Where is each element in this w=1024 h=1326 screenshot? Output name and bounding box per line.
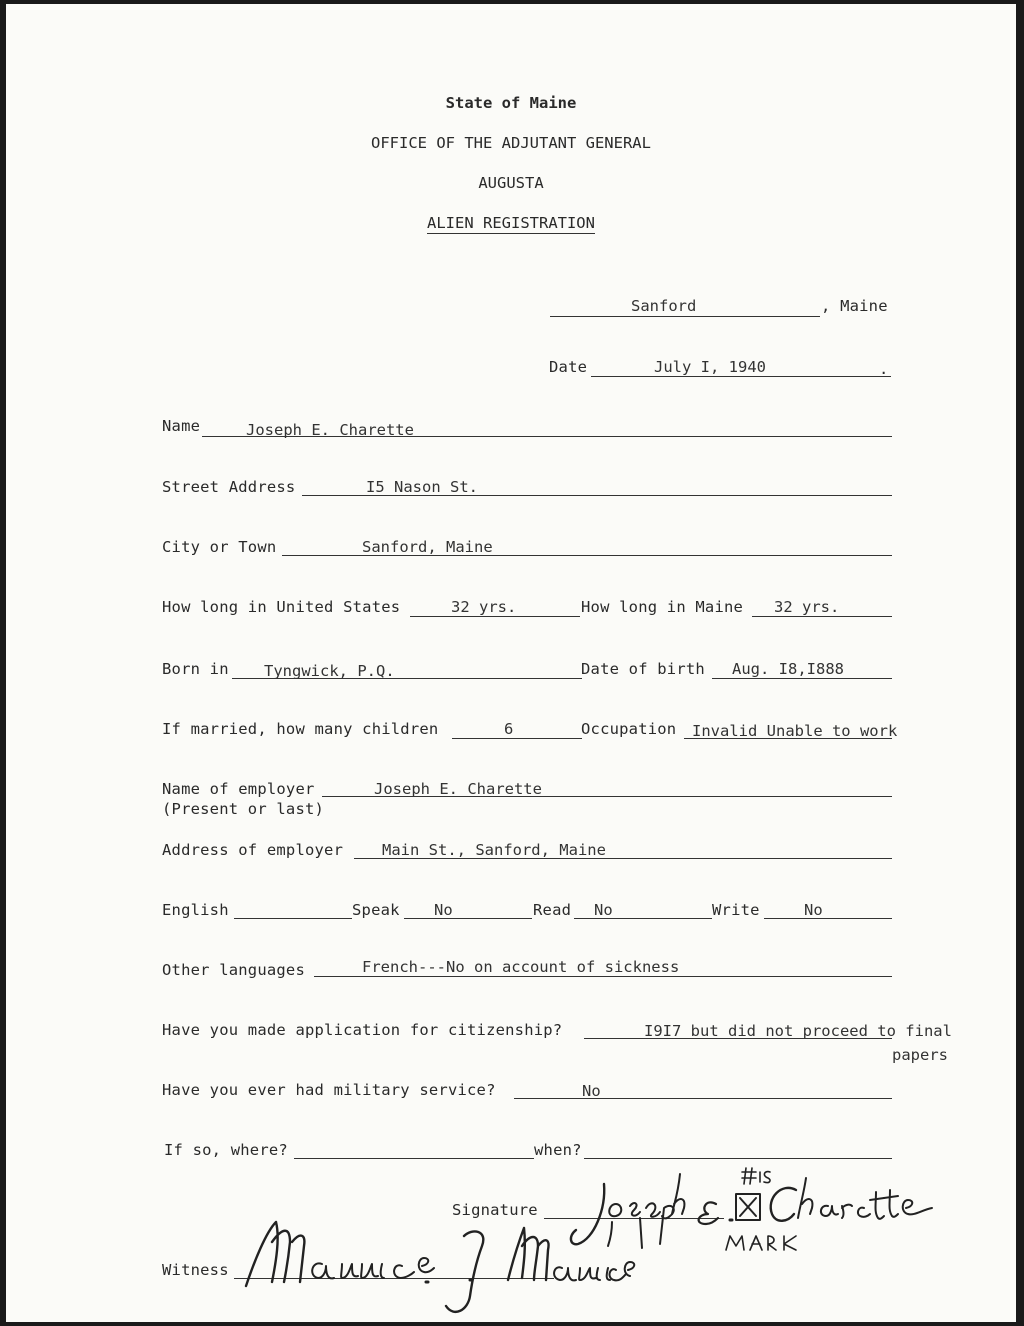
military-label: Have you ever had military service? xyxy=(162,1081,496,1099)
date-label: Date xyxy=(549,358,588,376)
when-line xyxy=(584,1158,892,1159)
maine-duration-label: How long in Maine xyxy=(581,598,744,616)
citizenship-value-cont: papers xyxy=(892,1046,948,1064)
header-office: OFFICE OF THE ADJUTANT GENERAL xyxy=(371,134,651,152)
children-value: 6 xyxy=(504,720,514,738)
header-city: AUGUSTA xyxy=(478,174,544,192)
english-line xyxy=(234,918,352,919)
read-label: Read xyxy=(533,901,572,919)
occupation-value: Invalid Unable to work xyxy=(692,722,898,740)
speak-value: No xyxy=(434,901,453,919)
us-duration-label: How long in United States xyxy=(162,598,401,616)
where-line xyxy=(294,1158,534,1159)
other-languages-label: Other languages xyxy=(162,961,305,979)
where-label: If so, where? xyxy=(164,1141,288,1159)
date-value: July I, 1940 xyxy=(654,358,766,376)
date-end: . xyxy=(879,360,889,378)
other-languages-line xyxy=(314,976,892,977)
born-label: Born in xyxy=(162,660,229,678)
witness-handwriting xyxy=(232,1212,642,1322)
speak-label: Speak xyxy=(352,901,400,919)
dob-line xyxy=(712,678,892,679)
employer-sublabel: (Present or last) xyxy=(162,800,325,818)
dob-label: Date of birth xyxy=(581,660,705,678)
employer-address-value: Main St., Sanford, Maine xyxy=(382,841,606,859)
children-label: If married, how many children xyxy=(162,720,439,738)
english-label: English xyxy=(162,901,229,919)
form-title: ALIEN REGISTRATION xyxy=(427,214,595,232)
other-languages-value: French---No on account of sickness xyxy=(362,958,680,976)
city-label: City or Town xyxy=(162,538,277,556)
children-line xyxy=(452,738,582,739)
read-value: No xyxy=(594,901,613,919)
us-duration-value: 32 yrs. xyxy=(451,598,517,616)
name-label: Name xyxy=(162,417,201,435)
street-value: I5 Nason St. xyxy=(366,478,478,496)
witness-label: Witness xyxy=(162,1261,229,1279)
military-value: No xyxy=(582,1082,601,1100)
write-value: No xyxy=(804,901,823,919)
header-state: State of Maine xyxy=(445,94,577,112)
date-line xyxy=(591,376,891,377)
city-value: Sanford, Maine xyxy=(362,538,493,556)
signature-label: Signature xyxy=(452,1201,538,1219)
citizenship-label: Have you made application for citizenship? xyxy=(162,1021,563,1039)
town-line xyxy=(550,316,820,317)
occupation-label: Occupation xyxy=(581,720,677,738)
employer-address-label: Address of employer xyxy=(162,841,344,859)
write-label: Write xyxy=(712,901,760,919)
military-line xyxy=(514,1098,892,1099)
maine-duration-line xyxy=(752,616,892,617)
employer-label: Name of employer xyxy=(162,780,315,798)
maine-duration-value: 32 yrs. xyxy=(774,598,840,616)
state-suffix: , Maine xyxy=(821,297,888,315)
us-duration-line xyxy=(410,616,580,617)
registration-form-page xyxy=(6,4,1016,1322)
born-value: Tyngwick, P.Q. xyxy=(264,662,395,680)
name-value: Joseph E. Charette xyxy=(246,421,414,439)
speak-line xyxy=(404,918,532,919)
dob-value: Aug. I8,I888 xyxy=(732,660,844,678)
employer-value: Joseph E. Charette xyxy=(374,780,542,798)
street-label: Street Address xyxy=(162,478,296,496)
when-label: when? xyxy=(534,1141,582,1159)
write-line xyxy=(764,918,892,919)
town-value: Sanford xyxy=(631,297,697,315)
citizenship-value: I9I7 but did not proceed to final xyxy=(644,1022,952,1040)
